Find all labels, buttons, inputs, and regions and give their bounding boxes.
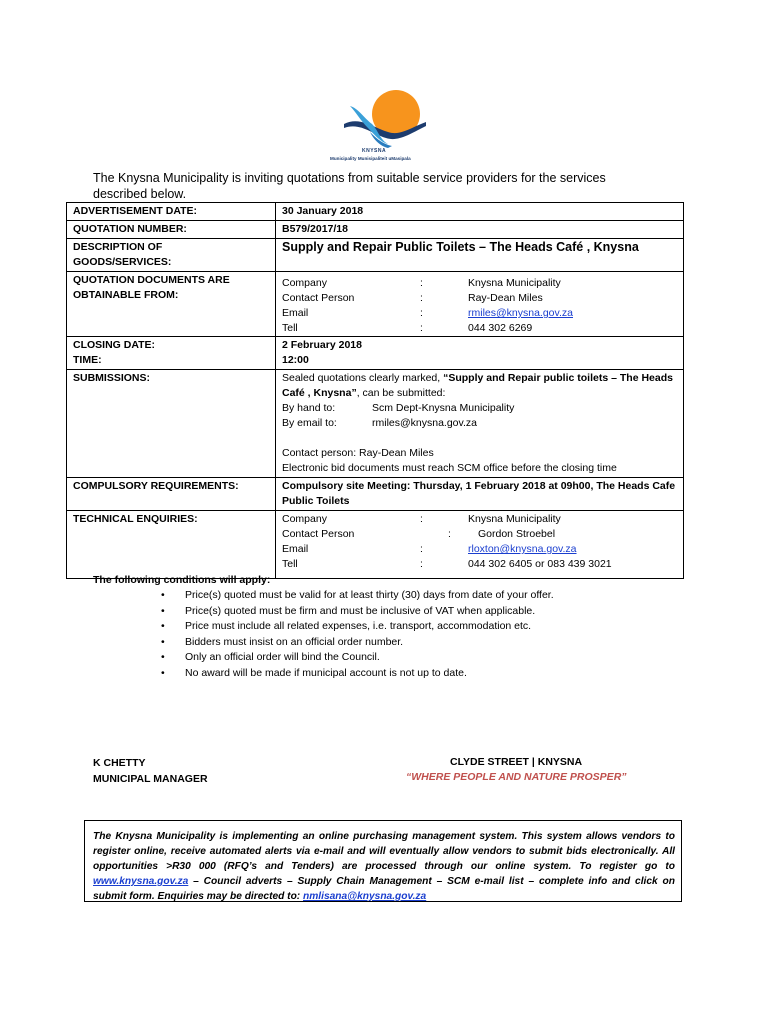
description-value: Supply and Repair Public Toilets – The Heads Café , Knysna: [276, 239, 684, 272]
tech-contact-sep: :: [448, 528, 451, 540]
docs-company-sep: :: [420, 277, 423, 289]
condition-text: Bidders must insist on an official order number.: [185, 635, 404, 648]
submission-prefix: Sealed quotations clearly marked,: [282, 372, 444, 384]
tech-tell-sep: :: [420, 558, 423, 570]
closing-label: [67, 337, 276, 370]
docs-tell-value: 044 302 6269: [468, 322, 533, 334]
submission-intro: [282, 371, 677, 401]
quotation-table: [66, 202, 684, 579]
submission-electronic-note: Electronic bid documents must reach SCM office before the closing time: [282, 462, 617, 474]
tech-tell-value: 044 302 6405 or 083 439 3021: [468, 558, 612, 570]
docs-tell-sep: :: [420, 322, 423, 334]
row-compulsory: [67, 478, 684, 511]
row-description: [67, 239, 684, 272]
by-email-value: rmiles@knysna.gov.za: [372, 417, 477, 429]
description-label-line1: DESCRIPTION OF: [73, 241, 163, 253]
condition-item: [155, 650, 554, 666]
tech-company: [282, 512, 677, 527]
docs-contact: [282, 291, 677, 306]
row-submissions: [67, 370, 684, 478]
docs-email-sep: :: [420, 307, 423, 319]
logo-tagline: Municipality Munisipaliteit uMasipala: [330, 156, 411, 161]
submission-suffix: , can be submitted:: [356, 387, 446, 399]
signature-block: [93, 756, 208, 787]
condition-text: Price must include all related expenses, i.e. transport, accommodation etc.: [185, 620, 532, 632]
docs-contact-value: Ray-Dean Miles: [468, 292, 543, 304]
quote-number-value: B579/2017/18: [276, 221, 684, 239]
tech-tell: [282, 557, 677, 572]
description-label-line2: GOODS/SERVICES:: [73, 256, 172, 268]
logo-name: KNYSNA: [362, 148, 387, 154]
row-ad-date: [67, 203, 684, 221]
closing-value: [276, 337, 684, 370]
condition-text: Only an official order will bind the Council.: [185, 651, 380, 663]
by-hand-value: Scm Dept-Knysna Municipality: [372, 402, 515, 414]
condition-text: Price(s) quoted must be firm and must be inclusive of VAT when applicable.: [185, 604, 536, 617]
docs-tell: [282, 321, 677, 336]
by-email-label: By email to:: [282, 417, 337, 429]
documents-label: [67, 272, 276, 337]
online-system-notice: [84, 820, 682, 902]
tech-company-sep: :: [420, 513, 423, 525]
tech-company-key: Company: [282, 513, 327, 525]
docs-contact-key: Contact Person: [282, 292, 355, 304]
tech-email-sep: :: [420, 543, 423, 555]
bullet-icon: •: [161, 666, 165, 679]
condition-item: [155, 619, 554, 635]
enquiries-email-link[interactable]: nmlisana@knysna.gov.za: [303, 891, 427, 902]
docs-company-key: Company: [282, 277, 327, 289]
by-email: [282, 416, 677, 431]
knysna-logo: [330, 88, 450, 163]
docs-email-key: Email: [282, 307, 309, 319]
closing-time-value: 12:00: [282, 354, 309, 366]
motto: “WHERE PEOPLE AND NATURE PROSPER”: [406, 771, 627, 783]
bullet-icon: •: [161, 604, 165, 617]
documents-label-line1: QUOTATION DOCUMENTS ARE: [73, 274, 230, 286]
submissions-value: [276, 370, 684, 478]
tech-email: [282, 542, 677, 557]
closing-date-label: CLOSING DATE:: [73, 339, 156, 351]
compulsory-value: Compulsory site Meeting: Thursday, 1 February 2018 at 09h00, The Heads Cafe Public Toilets: [276, 478, 684, 511]
ad-date-value: 30 January 2018: [276, 203, 684, 221]
documents-label-line2: OBTAINABLE FROM:: [73, 289, 179, 301]
docs-contact-sep: :: [420, 292, 423, 304]
docs-email-link[interactable]: rmiles@knysna.gov.za: [468, 307, 573, 319]
docs-email: [282, 306, 677, 321]
notice-text-2: – Council adverts – Supply Chain Management – SCM e-mail list – complete info and click on submit form. Enquiries may be directed to:: [93, 876, 675, 902]
docs-tell-key: Tell: [282, 322, 298, 334]
conditions-title: The following conditions will apply:: [93, 574, 271, 586]
website-link[interactable]: www.knysna.gov.za: [93, 876, 189, 887]
condition-text: No award will be made if municipal account is not up to date.: [185, 666, 467, 679]
condition-item: [155, 604, 554, 620]
technical-value: [276, 511, 684, 579]
signatory-name: K CHETTY: [93, 757, 146, 769]
tech-contact-key: Contact Person: [282, 528, 355, 540]
docs-company-value: Knysna Municipality: [468, 277, 561, 289]
closing-date-value: 2 February 2018: [282, 339, 362, 351]
conditions-list: [155, 588, 554, 681]
bullet-icon: •: [161, 651, 165, 663]
closing-time-label: TIME:: [73, 354, 102, 366]
compulsory-label: COMPULSORY REQUIREMENTS:: [67, 478, 276, 511]
spacer: [282, 431, 677, 446]
tech-email-key: Email: [282, 543, 309, 555]
by-hand-label: By hand to:: [282, 402, 336, 414]
tech-contact: [282, 527, 677, 542]
bullet-icon: •: [161, 635, 165, 648]
ad-date-label: ADVERTISEMENT DATE:: [67, 203, 276, 221]
tech-contact-value: Gordon Stroebel: [478, 528, 556, 540]
signatory-title: MUNICIPAL MANAGER: [93, 772, 208, 785]
address-line: CLYDE STREET | KNYSNA: [450, 756, 583, 768]
condition-text: Price(s) quoted must be valid for at least thirty (30) days from date of your offer.: [185, 589, 554, 601]
intro-text: The Knysna Municipality is inviting quotations from suitable service providers for the services described below.: [93, 171, 606, 201]
documents-value: [276, 272, 684, 337]
submission-contact: Contact person: Ray-Dean Miles: [282, 447, 434, 459]
submissions-label: SUBMISSIONS:: [67, 370, 276, 478]
bullet-icon: •: [161, 589, 165, 601]
row-closing: [67, 337, 684, 370]
row-quote-number: [67, 221, 684, 239]
by-hand: [282, 401, 677, 416]
bullet-icon: •: [161, 620, 165, 632]
technical-label: TECHNICAL ENQUIRIES:: [67, 511, 276, 579]
tech-email-link[interactable]: rloxton@knysna.gov.za: [468, 543, 577, 555]
description-label: [67, 239, 276, 272]
condition-item: [155, 635, 554, 651]
condition-item: [155, 666, 554, 682]
tech-tell-key: Tell: [282, 558, 298, 570]
docs-company: [282, 276, 677, 291]
notice-text-1: The Knysna Municipality is implementing an online purchasing management system. This system allows vendors to register online, receive automated alerts via e-mail and will eventually allow vendors to submit bids electronically. All opportunities >R30 000 (RFQ’s and Tenders) are processed through our online system. To register go to: [93, 831, 675, 872]
quote-number-label: QUOTATION NUMBER:: [67, 221, 276, 239]
tech-company-value: Knysna Municipality: [468, 513, 561, 525]
row-technical: [67, 511, 684, 579]
condition-item: [155, 588, 554, 604]
row-documents: [67, 272, 684, 337]
submission-marked-title: “Supply and Repair public toilets – The Heads Café , Knysna”: [282, 372, 673, 399]
